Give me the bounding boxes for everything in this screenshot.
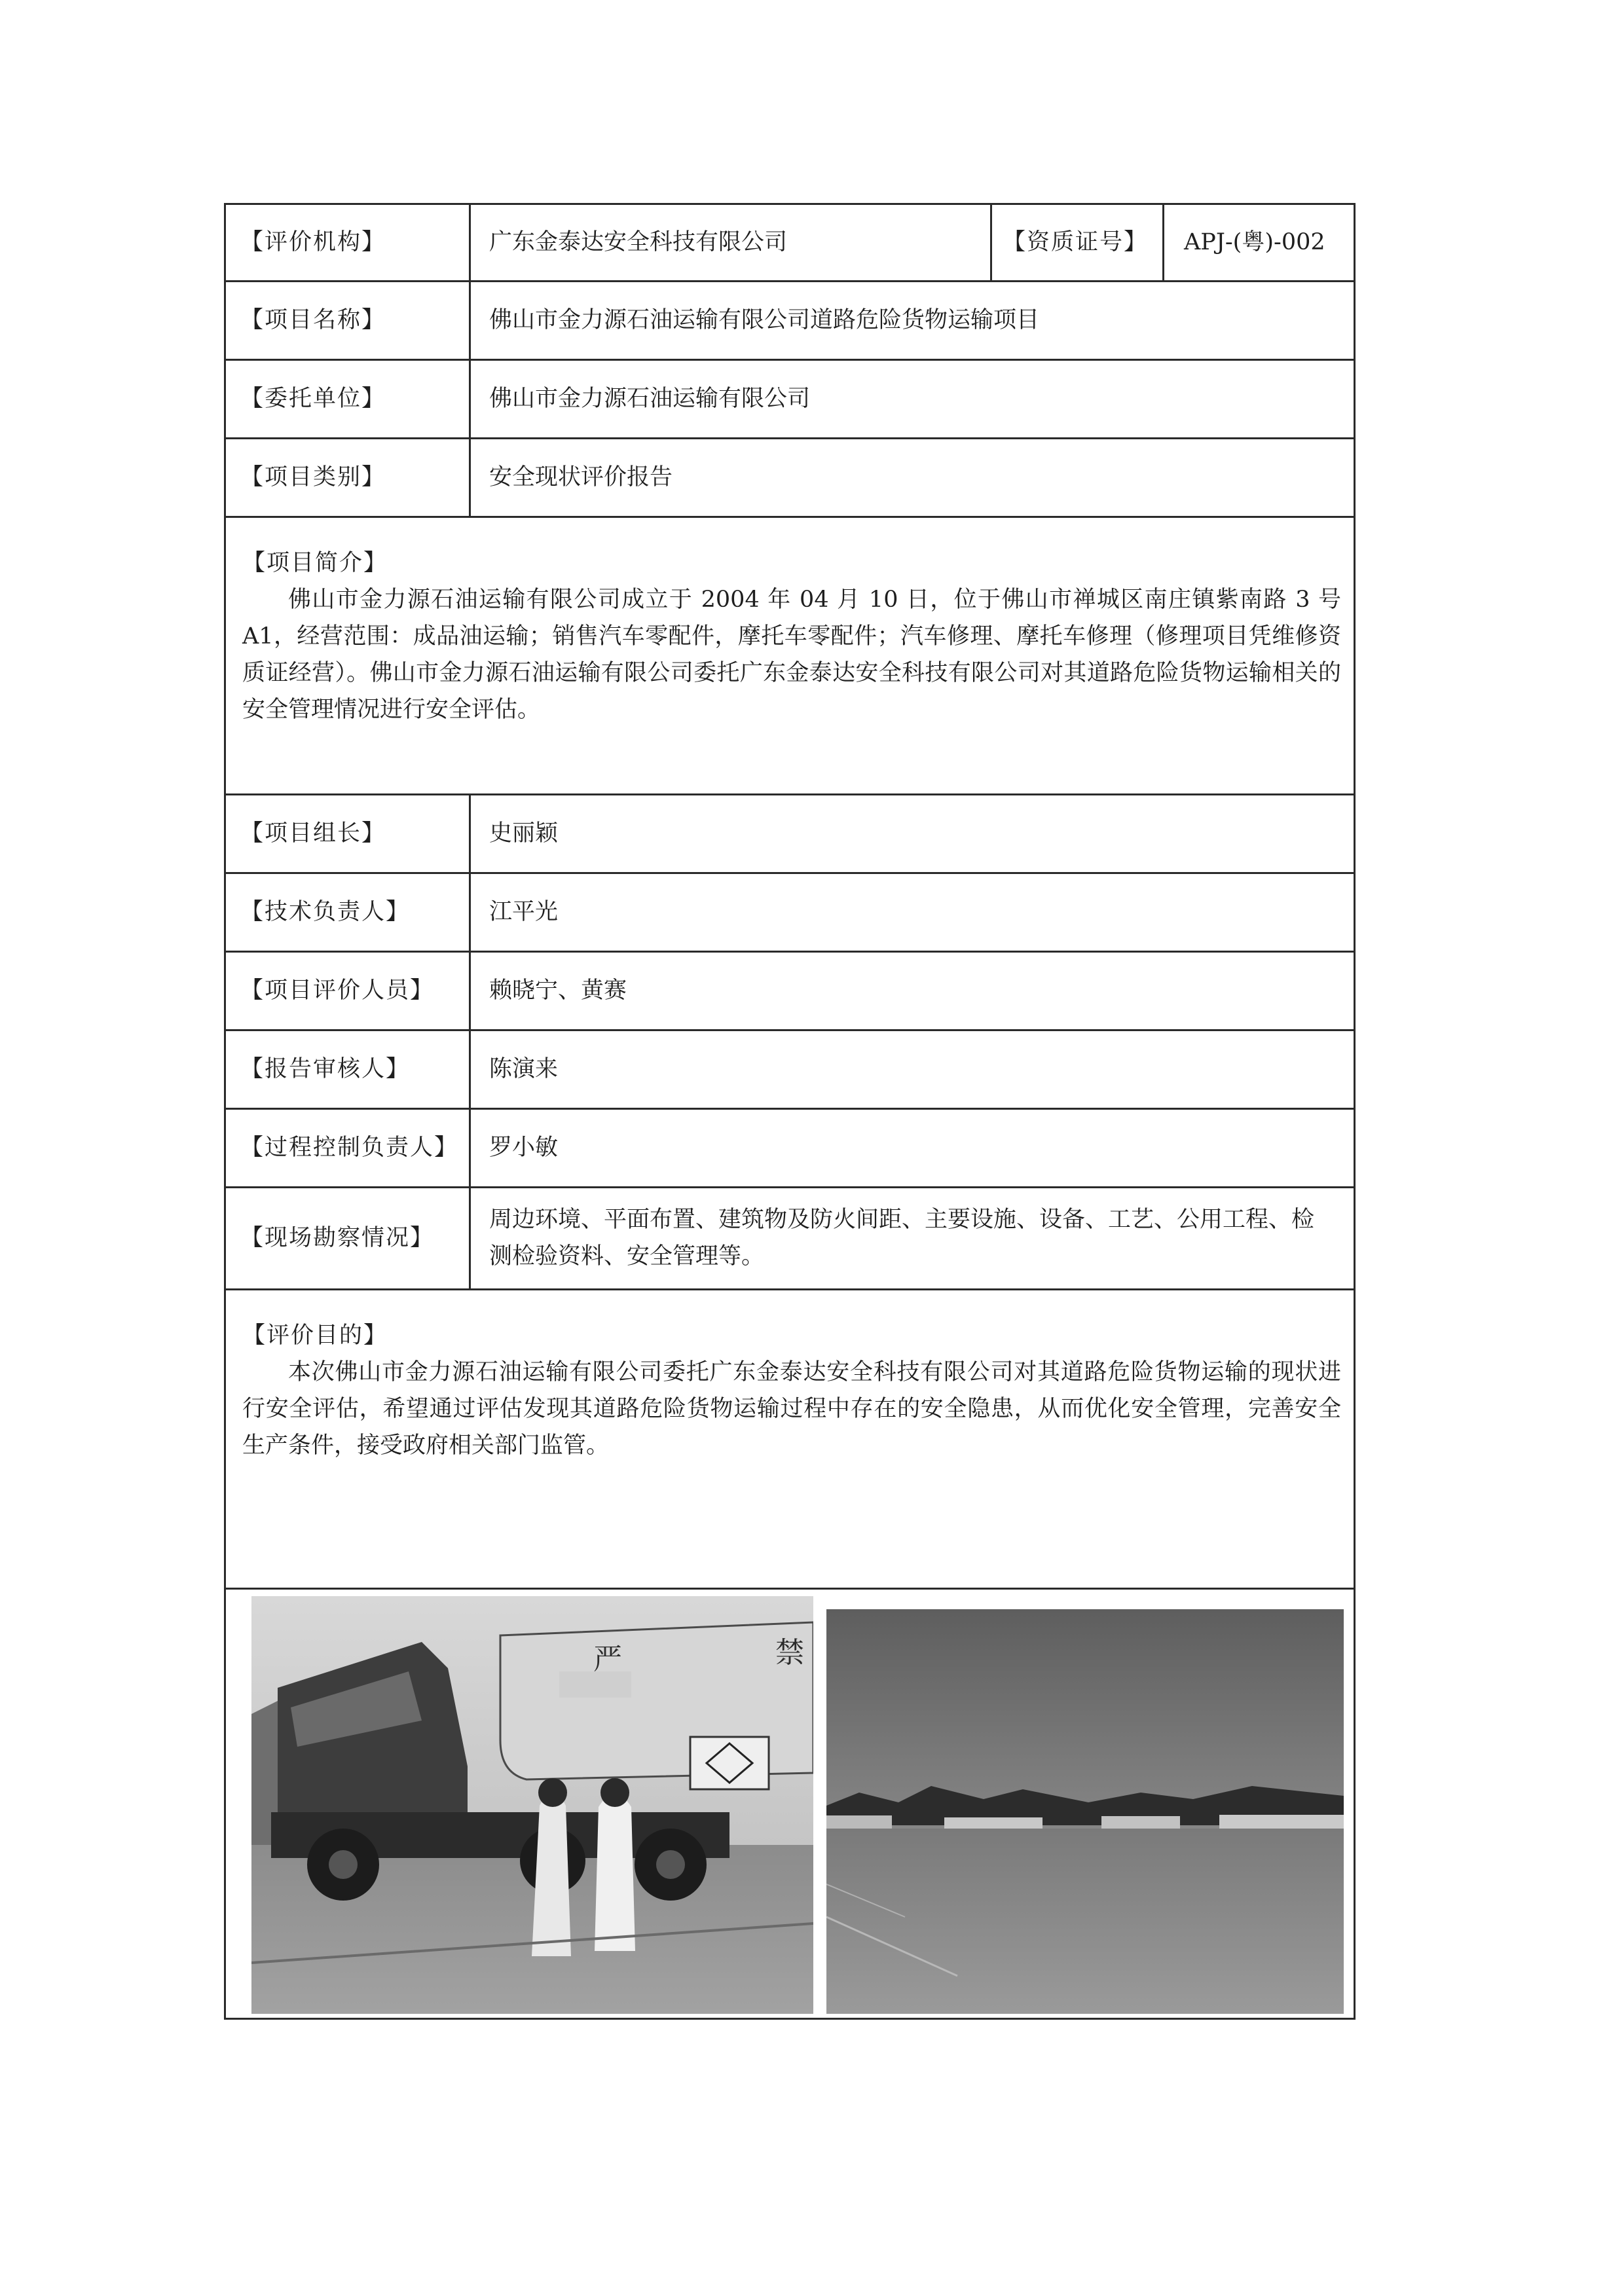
purpose-body: 本次佛山市金力源石油运输有限公司委托广东金泰达安全科技有限公司对其道路危险货物运输的现状进行安全评估，希望通过评估发现其道路危险货物运输过程中存在的安全隐患，从而优化安全管理，完善安全生产条件，接受政府相关部门监管。 [242, 1359, 1341, 1459]
agency-value: 广东金泰达安全科技有限公司 [489, 229, 788, 255]
purpose-section [242, 1317, 1341, 1464]
project-name-label: 【项目名称】 [240, 307, 386, 333]
reviewer-label: 【报告审核人】 [240, 1056, 411, 1082]
site-photo-tanker-truck [251, 1596, 813, 2014]
site-survey-value: 周边环境、平面布置、建筑物及防火间距、主要设施、设备、工艺、公用工程、检测检验资料、安全管理等。 [489, 1207, 1315, 1269]
tech-lead-label: 【技术负责人】 [240, 899, 411, 925]
process-control-label: 【过程控制负责人】 [240, 1135, 459, 1161]
evaluators-value: 赖晓宁、黄赛 [489, 977, 627, 1004]
rule-outer-right [1354, 203, 1356, 2020]
agency-label: 【评价机构】 [240, 229, 386, 255]
cert-label: 【资质证号】 [1003, 229, 1149, 255]
rule-bottom [224, 2018, 1356, 2020]
intro-body: 佛山市金力源石油运输有限公司成立于 2004 年 04 月 10 日，位于佛山市禅城区南庄镇紫南路 3 号 A1，经营范围：成品油运输；销售汽车零配件，摩托车零配件；汽车修理、摩托车修理（修理项目凭维修资质证经营）。佛山市金力源石油运输有限公司委托广东金泰达安全科技有限公司对其道路危险货物运输相关的安全管理情况进行安全评估。 [242, 587, 1341, 723]
category-value: 安全现状评价报告 [489, 464, 673, 490]
site-survey-label: 【现场勘察情况】 [240, 1225, 435, 1251]
rule [224, 1588, 1356, 1590]
evaluators-label: 【项目评价人员】 [240, 977, 435, 1004]
reviewer-value: 陈演来 [489, 1056, 559, 1082]
process-control-value: 罗小敏 [489, 1135, 559, 1161]
category-label: 【项目类别】 [240, 464, 386, 490]
rule [224, 1288, 1356, 1290]
client-label: 【委托单位】 [240, 386, 386, 412]
cert-value: APJ-(粤)-002 [1184, 229, 1325, 255]
rule [224, 516, 1356, 518]
site-photo-parking-lot [826, 1609, 1344, 2014]
tech-lead-value: 江平光 [489, 899, 559, 925]
purpose-heading: 【评价目的】 [242, 1322, 388, 1349]
tanker-text-2: 禁 [775, 1636, 804, 1669]
intro-heading: 【项目简介】 [242, 550, 388, 576]
leader-value: 史丽颖 [489, 820, 559, 847]
tanker-text-1: 严 [593, 1643, 622, 1676]
leader-label: 【项目组长】 [240, 820, 386, 847]
intro-section [242, 545, 1341, 728]
project-name-value: 佛山市金力源石油运输有限公司道路危险货物运输项目 [489, 307, 1040, 333]
client-value: 佛山市金力源石油运输有限公司 [489, 386, 811, 412]
